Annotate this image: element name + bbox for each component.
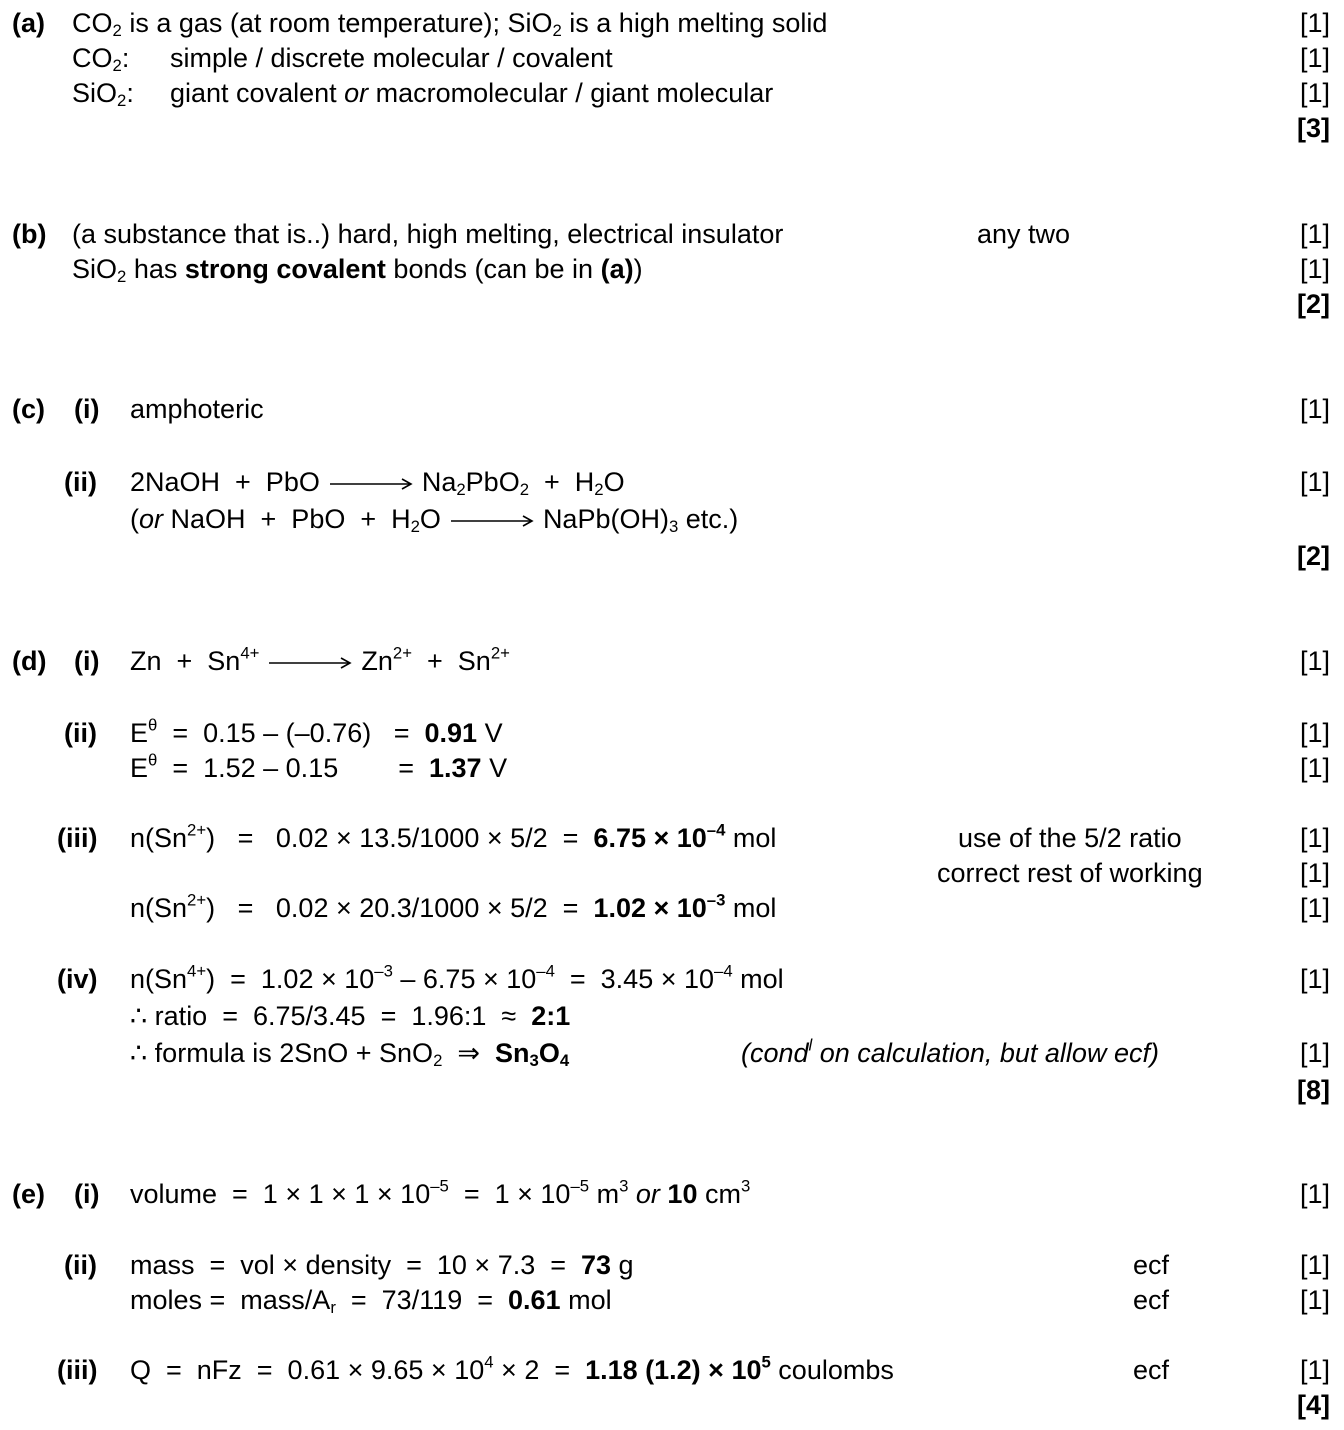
- part-d-iii-line-1: $n(Sn^{2+}) = 0.02 \times 13.5/1000 \times 5/2 = 6.75 \times 10^{-4}$ mol: [130, 820, 777, 853]
- reaction-arrow-icon: [449, 514, 535, 528]
- part-d-iii-label: (iii): [57, 823, 98, 853]
- part-d-ii-line-2: $E^\theta = 1.52 - 0.15$ = 1.37 V: [130, 750, 508, 783]
- mark: [1]: [1299, 43, 1330, 73]
- part-e-ii-line-1: mass = vol × density = 10 × 7.3 = 73 g: [130, 1250, 634, 1280]
- part-c-ii-label: (ii): [64, 467, 97, 497]
- total-mark: [2]: [1297, 541, 1330, 571]
- part-e-label: (e): [12, 1179, 45, 1209]
- mark: [1]: [1299, 964, 1330, 994]
- part-b-label: (b): [12, 219, 47, 249]
- part-e-ii-line-2: moles = mass/$A_r = 73/119 = 0.61$ mol: [130, 1285, 612, 1318]
- mark: [1]: [1299, 858, 1330, 888]
- mark: [1]: [1299, 646, 1330, 676]
- mark: [1]: [1299, 893, 1330, 923]
- part-a-line-3: SiO$_2$:: [72, 78, 134, 111]
- part-d-iii-line-3: $n(Sn^{2+}) = 0.02 \times 20.3/1000 \times 5/2 = 1.02 \times 10^{-3}$ mol: [130, 890, 777, 923]
- part-b-note: any two: [977, 219, 1071, 249]
- mark: [1]: [1299, 753, 1330, 783]
- total-mark: [4]: [1297, 1390, 1330, 1420]
- mark: [1]: [1299, 1355, 1330, 1385]
- part-d-iii-note-1: use of the 5/2 ratio: [958, 823, 1182, 853]
- mark: [1]: [1299, 823, 1330, 853]
- part-d-iv-note: (cond$^l$ on calculation, but allow ecf): [741, 1035, 1159, 1068]
- part-c-i-label: (i): [74, 394, 100, 424]
- reaction-arrow-icon: [328, 477, 414, 491]
- mark: [1]: [1299, 467, 1330, 497]
- reaction-arrow-icon: [267, 656, 353, 670]
- part-c-ii-equation-1: 2NaOH + PbO $Na_2PbO_2 + H_2O$: [130, 467, 625, 500]
- part-a-line-2: $CO_2$:: [72, 43, 130, 76]
- part-d-i-equation: $Zn + Sn^{4+}$ $Zn^{2+} + Sn^{2+}$: [130, 643, 510, 676]
- part-c-i-answer: amphoteric: [130, 394, 264, 424]
- part-e-ii-note-2: ecf: [1133, 1285, 1170, 1315]
- mark: [1]: [1299, 718, 1330, 748]
- part-d-label: (d): [12, 646, 47, 676]
- mark: [1]: [1299, 1250, 1330, 1280]
- part-d-ii-line-1: $E^\theta = 0.15 - (-0.76) = 0.91$ V: [130, 715, 503, 748]
- mark: [1]: [1299, 219, 1330, 249]
- part-e-iii-line: Q = nFz = $0.61 \times 9.65 \times 10^4 \times 2 = 1.18$ $(1.2) \times 10^5$ coulombs: [130, 1352, 894, 1385]
- part-a-label: (a): [12, 8, 45, 38]
- part-e-iii-note: ecf: [1133, 1355, 1170, 1385]
- part-a-line-2-text: simple / discrete molecular / covalent: [170, 43, 613, 73]
- mark: [1]: [1299, 1038, 1330, 1068]
- part-d-iv-line-3: ∴ formula is 2SnO + SnO$_2$ ⇒ $Sn_3O_4$: [130, 1038, 570, 1071]
- part-e-ii-label: (ii): [64, 1250, 97, 1280]
- mark: [1]: [1299, 254, 1330, 284]
- mark: [1]: [1299, 1285, 1330, 1315]
- total-mark: [2]: [1297, 289, 1330, 319]
- part-e-i-label: (i): [74, 1179, 100, 1209]
- mark: [1]: [1299, 8, 1330, 38]
- part-d-iv-label: (iv): [57, 964, 98, 994]
- part-e-ii-note-1: ecf: [1133, 1250, 1170, 1280]
- part-d-i-label: (i): [74, 646, 100, 676]
- part-a-line-1: $CO_2$ is a gas (at room temperature); SiO$_2$ is a high melting solid: [72, 8, 828, 41]
- mark: [1]: [1299, 78, 1330, 108]
- part-b-line-1: (a substance that is..) hard, high melting, electrical insulator: [72, 219, 784, 249]
- part-d-ii-label: (ii): [64, 718, 97, 748]
- part-d-iv-line-2: ∴ ratio = 6.75/3.45 = 1.96:1 ≈ 2:1: [130, 1001, 571, 1031]
- part-d-iv-line-1: $n(Sn^{4+}) = 1.02 \times 10^{-3} - 6.75 \times 10^{-4} = 3.45 \times 10^{-4}$ mol: [130, 961, 784, 994]
- total-mark: [3]: [1297, 113, 1330, 143]
- total-mark: [8]: [1297, 1075, 1330, 1105]
- part-b-line-2: SiO$_2$ has strong covalent bonds (can be in (a)): [72, 254, 643, 287]
- part-c-label: (c): [12, 394, 45, 424]
- part-e-iii-label: (iii): [57, 1355, 98, 1385]
- part-c-ii-equation-2: (or NaOH + PbO + $H_2O$ $NaPb(OH)_3$ etc.): [130, 504, 739, 537]
- mark: [1]: [1299, 1179, 1330, 1209]
- part-a-line-3-text: giant covalent or macromolecular / giant molecular: [170, 78, 774, 108]
- part-e-i-line: volume = $1 \times 1 \times 1 \times 10^{-5} = 1 \times 10^{-5}$ $m^3$ or 10 $cm^3$: [130, 1176, 751, 1209]
- part-d-iii-note-2: correct rest of working: [937, 858, 1203, 888]
- mark: [1]: [1299, 394, 1330, 424]
